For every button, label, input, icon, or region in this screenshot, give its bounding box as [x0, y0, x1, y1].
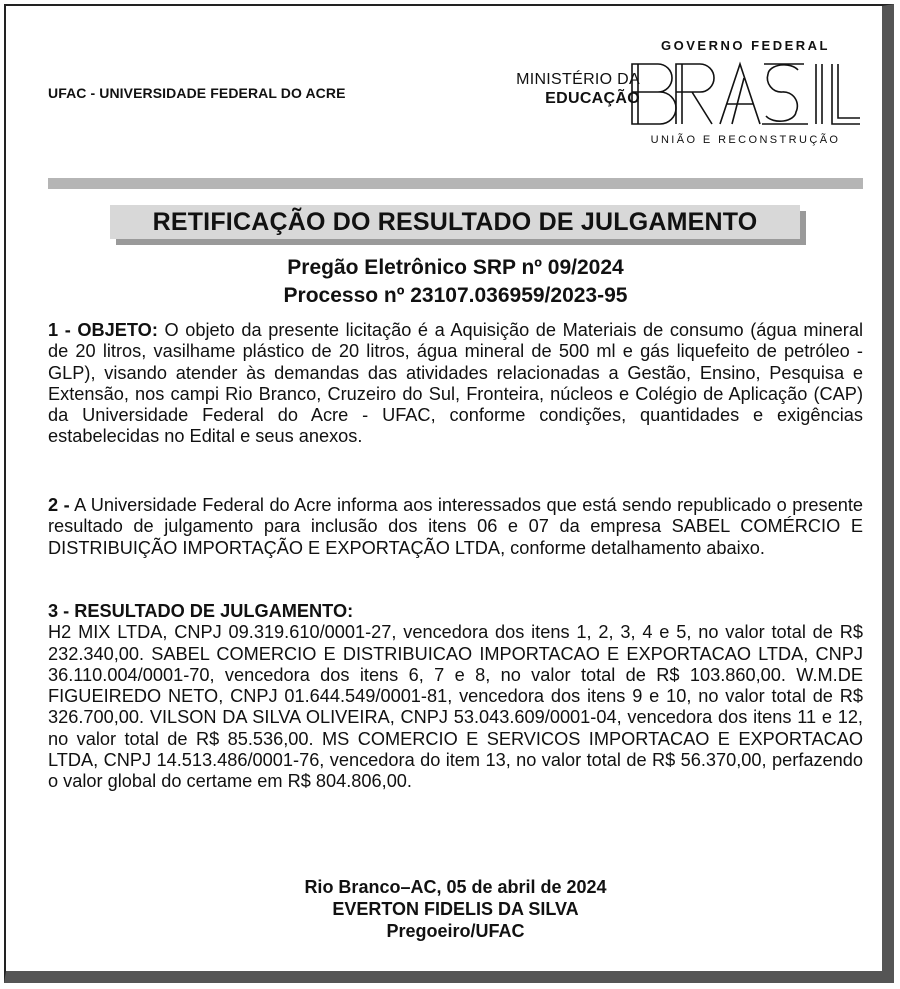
section-objeto-text: O objeto da presente licitação é a Aquisição de Materiais de consumo (água mineral de 20 litros, vasilhame plástico de 20 litros, água mineral de 500 ml e gás liquefeito de petróleo - GLP), visando atender às demandas das atividades relacionadas a Gestão, Ensino, Pesquisa e Extensão, nos campi Rio Branco, Cruzeiro do Sul, Fronteira, núcleos e Colégio de Aplicação (CAP) da Universidade Federal do Acre - UFAC, conforme condições, quantidades e exigências estabelecidas no Edital e seus anexos. [48, 320, 863, 447]
ministry-line-1: MINISTÉRIO DA [516, 71, 640, 88]
section-resultado-label: 3 - RESULTADO DE JULGAMENTO: [48, 601, 354, 621]
signature-place-date: Rio Branco–AC, 05 de abril de 2024 [304, 877, 607, 897]
signature-role: Pregoeiro/UFAC [386, 921, 525, 941]
government-slogan: UNIÃO E RECONSTRUÇÃO [650, 134, 841, 146]
page-header [48, 30, 863, 150]
section-informe-text: A Universidade Federal do Acre informa aos interessados que está sendo republicado o presente resultado de julgamento para inclusão dos itens 06 e 07 da empresa SABEL COMÉRCIO E DISTRIBUIÇÃO IMPORTAÇÃO E EXPORTAÇÃO LTDA, conforme detalhamento abaixo. [48, 495, 863, 558]
ministry-logo [440, 70, 640, 108]
page-frame [4, 4, 894, 983]
brasil-logo [628, 60, 863, 128]
section-resultado-text: H2 MIX LTDA, CNPJ 09.319.610/0001-27, vencedora dos itens 1, 2, 3, 4 e 5, no valor total de R$ 232.340,00. SABEL COMERCIO E DISTRIBUICAO IMPORTACAO E EXPORTACAO LTDA, CNPJ 36.110.004/0001-70, vencedora dos itens 6, 7 e 8, no valor total de R$ 103.860,00. W.M.DE FIGUEIREDO NETO, CNPJ 01.644.549/0001-81, vencedora dos itens 9 e 10, no valor total de R$ 326.700,00. VILSON DA SILVA OLIVEIRA, CNPJ 53.043.609/0001-04, vencedora dos itens 11 e 12, no valor total de R$ 85.536,00. MS COMERCIO E SERVICOS IMPORTACAO E EXPORTACAO LTDA, CNPJ 14.513.486/0001-76, vencedora do item 13, no valor total de R$ 56.370,00, perfazendo o valor global do certame em R$ 804.806,00. [48, 622, 863, 792]
document-title: RETIFICAÇÃO DO RESULTADO DE JULGAMENTO [110, 205, 800, 239]
document-subtitle-2: Processo nº 23107.036959/2023-95 [283, 284, 628, 307]
university-name: UFAC - UNIVERSIDADE FEDERAL DO ACRE [48, 85, 346, 101]
section-resultado [48, 601, 863, 793]
signature-name: EVERTON FIDELIS DA SILVA [332, 899, 579, 919]
ministry-line-2: EDUCAÇÃO [545, 90, 640, 107]
section-objeto [48, 320, 863, 448]
section-informe-label: 2 - [48, 495, 70, 515]
document-subtitle-1: Pregão Eletrônico SRP nº 09/2024 [287, 256, 624, 279]
section-objeto-label: 1 - OBJETO: [48, 320, 158, 340]
section-informe [48, 495, 863, 559]
signature-block [48, 876, 863, 942]
government-label: GOVERNO FEDERAL [661, 38, 830, 53]
header-divider [48, 178, 863, 189]
